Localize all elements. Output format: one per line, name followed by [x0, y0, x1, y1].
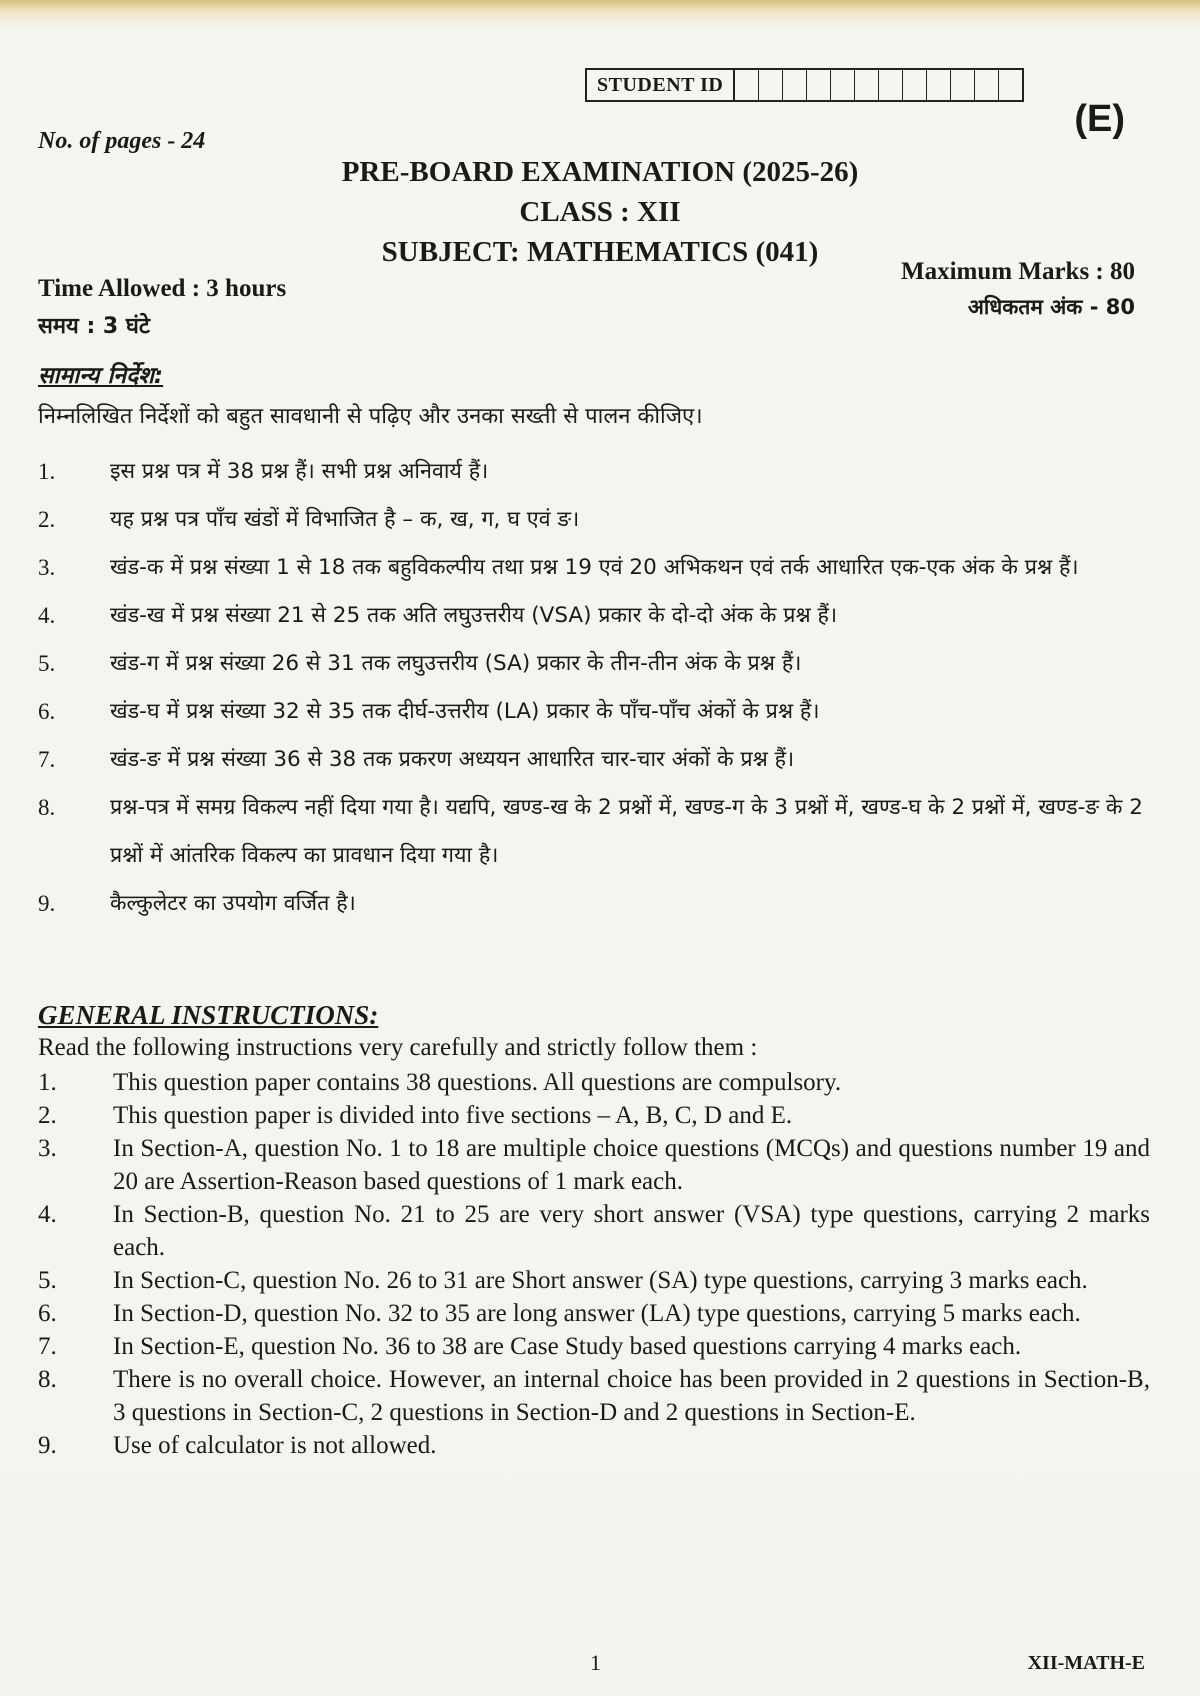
english-instruction-number: 1. — [38, 1069, 57, 1096]
english-instruction-item — [38, 1297, 1150, 1330]
english-instruction-item — [38, 1330, 1150, 1363]
student-id-cell[interactable] — [759, 70, 783, 100]
maximum-marks-hindi: अधिकतम अंक - 80 — [967, 295, 1135, 319]
hindi-instruction-text: कैल्कुलेटर का उपयोग वर्जित है। — [110, 891, 356, 916]
english-instruction-number: 4. — [38, 1201, 57, 1228]
english-instructions-heading: GENERAL INSTRUCTIONS: — [38, 1000, 379, 1030]
english-instruction-text: In Section-E, question No. 36 to 38 are Case Study based questions carrying 4 marks each. — [113, 1333, 1022, 1360]
english-instructions-intro: Read the following instructions very carefully and strictly follow them : — [38, 1034, 758, 1061]
time-allowed: Time Allowed : 3 hours — [38, 275, 287, 302]
english-instruction-number: 8. — [38, 1366, 57, 1393]
paper-code: XII-MATH-E — [1027, 1652, 1145, 1674]
student-id-box — [585, 68, 1024, 102]
student-id-cells — [735, 70, 1022, 100]
maximum-marks: Maximum Marks : 80 — [901, 258, 1135, 285]
hindi-instruction-text: यह प्रश्न पत्र पाँच खंडों में विभाजित है – क, ख, ग, घ एवं ङ। — [110, 507, 580, 532]
hindi-instruction-item — [38, 688, 1143, 736]
hindi-instruction-item — [38, 592, 1143, 640]
english-instruction-text: In Section-D, question No. 32 to 35 are long answer (LA) type questions, carrying 5 marks each. — [113, 1300, 1081, 1327]
hindi-instruction-text: खंड-ख में प्रश्न संख्या 21 से 25 तक अति लघुउत्तरीय (VSA) प्रकार के दो-दो अंक के प्रश्न हैं। — [110, 603, 838, 628]
hindi-instruction-number: 8. — [38, 795, 56, 820]
class-line: CLASS : XII — [519, 196, 681, 228]
student-id-cell[interactable] — [999, 70, 1022, 100]
english-instruction-text: This question paper contains 38 questions. All questions are compulsory. — [113, 1069, 842, 1096]
time-allowed-hindi: समय : 3 घंटे — [38, 314, 150, 339]
student-id-cell[interactable] — [951, 70, 975, 100]
hindi-instruction-item — [38, 784, 1143, 880]
hindi-instruction-number: 6. — [38, 699, 56, 724]
english-instruction-item — [38, 1363, 1150, 1429]
hindi-instruction-text: प्रश्न-पत्र में समग्र विकल्प नहीं दिया गया है। यद्यपि, खण्ड-ख के 2 प्रश्नों में, खण्ड-ग के 3 प्रश्नों में, खण्ड-घ के 2 प्रश्नों में, खण्ड-ङ के 2 प्रश्नों में आंतरिक विकल्प का प्रावधान दिया गया है। — [110, 795, 1143, 868]
hindi-instructions-intro: निम्नलिखित निर्देशों को बहुत सावधानी से पढ़िए और उनका सख्ती से पालन कीजिए। — [38, 404, 703, 429]
page-count: No. of pages - 24 — [38, 128, 206, 154]
hindi-instruction-number: 3. — [38, 555, 56, 580]
student-id-cell[interactable] — [927, 70, 951, 100]
hindi-instruction-number: 4. — [38, 603, 56, 628]
student-id-cell[interactable] — [831, 70, 855, 100]
student-id-cell[interactable] — [879, 70, 903, 100]
english-instruction-number: 6. — [38, 1300, 57, 1327]
english-instructions-list — [38, 1066, 1150, 1462]
english-instruction-text: This question paper is divided into five sections – A, B, C, D and E. — [113, 1102, 793, 1129]
set-code: (E) — [1074, 98, 1125, 140]
english-instruction-item — [38, 1066, 1150, 1099]
english-instruction-text: In Section-C, question No. 26 to 31 are Short answer (SA) type questions, carrying 3 marks each. — [113, 1267, 1088, 1294]
hindi-instruction-item — [38, 736, 1143, 784]
hindi-instruction-number: 5. — [38, 651, 56, 676]
hindi-instructions-list — [38, 448, 1143, 928]
student-id-label: STUDENT ID — [587, 70, 735, 100]
english-instruction-number: 7. — [38, 1333, 57, 1360]
hindi-instruction-item — [38, 880, 1143, 928]
english-instruction-text: There is no overall choice. However, an internal choice has been provided in 2 questions in Section-B, 3 questions in Section-C, 2 questions in Section-D and 2 questions in Section-E. — [113, 1366, 1150, 1426]
student-id-cell[interactable] — [807, 70, 831, 100]
hindi-instruction-text: इस प्रश्न पत्र में 38 प्रश्न हैं। सभी प्रश्न अनिवार्य हैं। — [110, 459, 489, 484]
english-instruction-number: 5. — [38, 1267, 57, 1294]
student-id-cell[interactable] — [975, 70, 999, 100]
title-block — [0, 152, 1200, 272]
english-instruction-text: In Section-B, question No. 21 to 25 are very short answer (VSA) type questions, carrying 2 marks each. — [113, 1201, 1150, 1261]
subject-line: SUBJECT: MATHEMATICS (041) — [381, 236, 819, 268]
hindi-instruction-number: 1. — [38, 459, 56, 484]
hindi-instruction-text: खंड-क में प्रश्न संख्या 1 से 18 तक बहुविकल्पीय तथा प्रश्न 19 एवं 20 अभिकथन एवं तर्क आधारित एक-एक अंक के प्रश्न हैं। — [110, 555, 1079, 580]
english-instruction-text: In Section-A, question No. 1 to 18 are multiple choice questions (MCQs) and questions number 19 and 20 are Assertion-Reason based questions of 1 mark each. — [113, 1135, 1150, 1195]
english-instruction-item — [38, 1099, 1150, 1132]
hindi-instructions-heading: सामान्य निर्देश: — [38, 363, 164, 389]
student-id-cell[interactable] — [783, 70, 807, 100]
page-number: 1 — [590, 1650, 601, 1675]
english-instruction-number: 2. — [38, 1102, 57, 1129]
student-id-cell[interactable] — [855, 70, 879, 100]
english-instruction-number: 3. — [38, 1135, 57, 1162]
hindi-instruction-number: 9. — [38, 891, 56, 916]
english-instruction-item — [38, 1132, 1150, 1198]
hindi-instruction-item — [38, 496, 1143, 544]
english-instruction-number: 9. — [38, 1432, 57, 1459]
hindi-instruction-text: खंड-ग में प्रश्न संख्या 26 से 31 तक लघुउत्तरीय (SA) प्रकार के तीन-तीन अंक के प्रश्न हैं। — [110, 651, 802, 676]
hindi-instruction-item — [38, 448, 1143, 496]
english-instruction-item — [38, 1264, 1150, 1297]
english-instruction-item — [38, 1429, 1150, 1462]
hindi-instruction-number: 7. — [38, 747, 56, 772]
exam-title: PRE-BOARD EXAMINATION (2025-26) — [341, 156, 859, 188]
hindi-instruction-item — [38, 544, 1143, 592]
hindi-instruction-text: खंड-घ में प्रश्न संख्या 32 से 35 तक दीर्घ-उत्तरीय (LA) प्रकार के पाँच-पाँच अंकों के प्रश्न हैं। — [110, 699, 820, 724]
hindi-instruction-text: खंड-ङ में प्रश्न संख्या 36 से 38 तक प्रकरण अध्ययन आधारित चार-चार अंकों के प्रश्न हैं। — [110, 747, 795, 772]
hindi-instruction-item — [38, 640, 1143, 688]
english-instruction-text: Use of calculator is not allowed. — [113, 1432, 437, 1459]
student-id-cell[interactable] — [903, 70, 927, 100]
student-id-cell[interactable] — [735, 70, 759, 100]
english-instruction-item — [38, 1198, 1150, 1264]
hindi-instruction-number: 2. — [38, 507, 56, 532]
